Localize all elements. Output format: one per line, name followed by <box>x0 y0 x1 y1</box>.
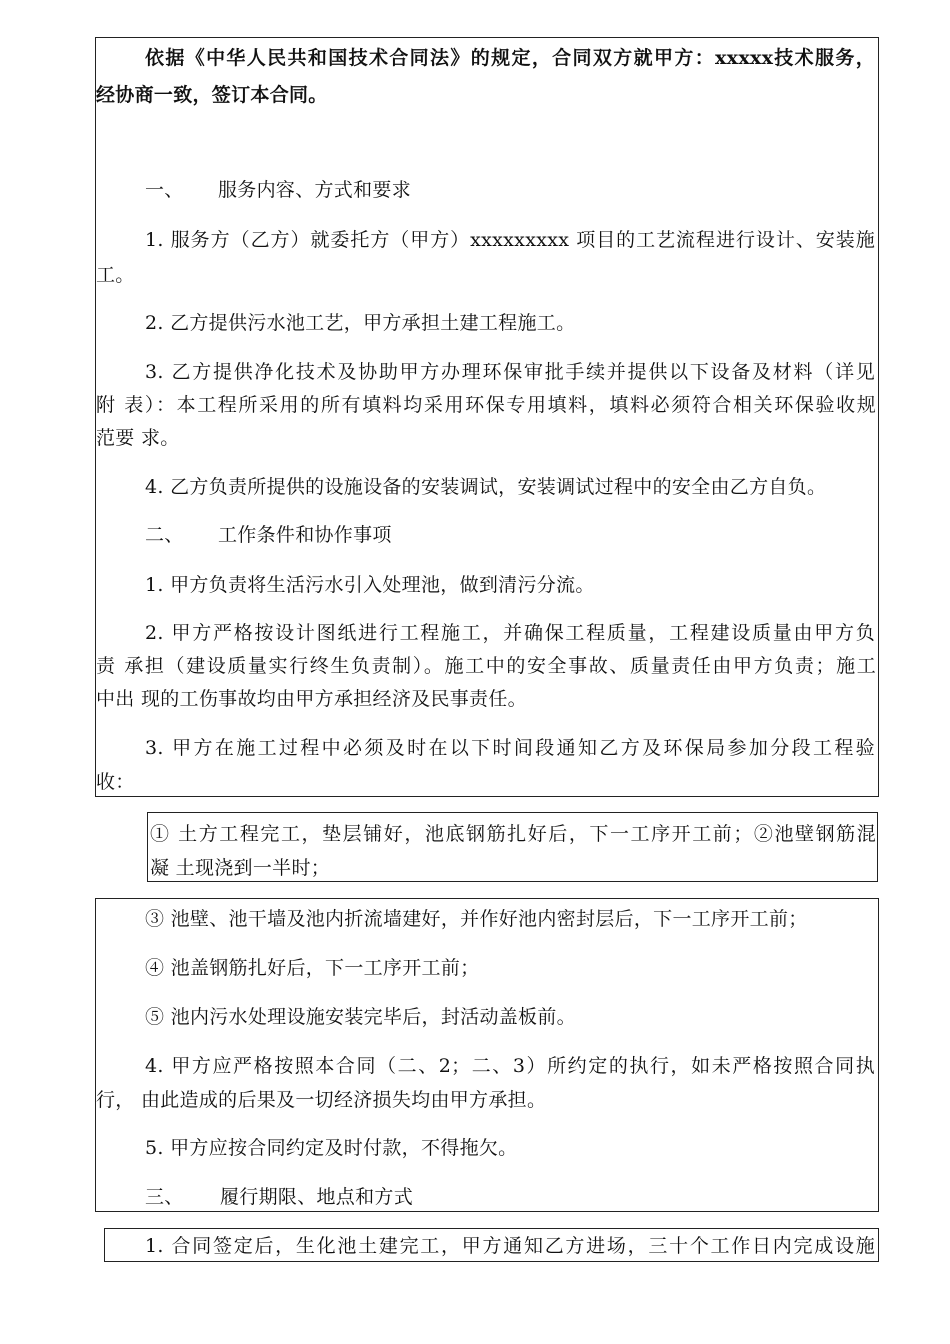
stage1-line1: ① 土方工程完工，垫层铺好，池底钢筋扎好后，下一工序开工前；②池壁钢筋混 <box>150 823 876 845</box>
s2-item2-line3: 中出 现的工伤事故均由甲方承担经济及民事责任。 <box>96 688 527 710</box>
s2-item4-line1: 4. 甲方应严格按照本合同（二、2；二、3）所约定的执行，如未严格按照合同执 <box>145 1055 875 1077</box>
s2-item3-line2: 收： <box>96 771 135 793</box>
section3-heading-num: 三、 <box>145 1186 184 1208</box>
s2-item1: 1. 甲方负责将生活污水引入处理池，做到清污分流。 <box>145 574 595 596</box>
stage5: ⑤ 池内污水处理设施安装完毕后，封活动盖板前。 <box>145 1006 576 1028</box>
s1-item3-line2: 附 表）：本工程所采用的所有填料均采用环保专用填料，填料必须符合相关环保验收规 <box>96 394 876 416</box>
stage1-line2: 凝 土现浇到一半时； <box>150 857 331 879</box>
stage4: ④ 池盖钢筋扎好后，下一工序开工前； <box>145 957 480 979</box>
stage3: ③ 池壁、池干墙及池内折流墙建好，并作好池内密封层后，下一工序开工前； <box>145 908 808 930</box>
s2-item5: 5. 甲方应按合同约定及时付款，不得拖欠。 <box>145 1137 518 1159</box>
s1-item1-line1: 1. 服务方（乙方）就委托方（甲方）xxxxxxxxx 项目的工艺流程进行设计、安装施 <box>145 229 875 251</box>
section1-heading: 服务内容、方式和要求 <box>218 179 412 201</box>
section3-heading: 履行期限、地点和方式 <box>220 1186 414 1208</box>
intro-line-2: 经协商一致，签订本合同。 <box>96 84 328 106</box>
s1-item1-line2: 工。 <box>96 264 135 286</box>
s1-item3-line1: 3. 乙方提供净化技术及协助甲方办理环保审批手续并提供以下设备及材料（详见 <box>145 361 875 383</box>
s1-item2: 2. 乙方提供污水池工艺，甲方承担土建工程施工。 <box>145 312 576 334</box>
s3-item1-line1: 1. 合同签定后，生化池土建完工，甲方通知乙方进场，三十个工作日内完成设施 <box>145 1235 875 1257</box>
s2-item3-line1: 3. 甲方在施工过程中必须及时在以下时间段通知乙方及环保局参加分段工程验 <box>145 737 875 759</box>
s2-item2-line2: 责 承担（建设质量实行终生负责制）。施工中的安全事故、质量责任由甲方负责；施工 <box>96 655 876 677</box>
s2-item4-line2: 行， 由此造成的后果及一切经济损失均由甲方承担。 <box>96 1089 547 1111</box>
s1-item4: 4. 乙方负责所提供的设施设备的安装调试，安装调试过程中的安全由乙方自负。 <box>145 476 827 498</box>
section2-heading-num: 二、 <box>145 524 184 546</box>
section1-heading-num: 一、 <box>145 179 184 201</box>
s1-item3-line3: 范要 求。 <box>96 427 180 449</box>
s2-item2-line1: 2. 甲方严格按设计图纸进行工程施工，并确保工程质量，工程建设质量由甲方负 <box>145 622 875 644</box>
section2-heading: 工作条件和协作事项 <box>218 524 392 546</box>
intro-line-1: 依据《中华人民共和国技术合同法》的规定，合同双方就甲方：xxxxx技术服务， <box>145 47 875 69</box>
